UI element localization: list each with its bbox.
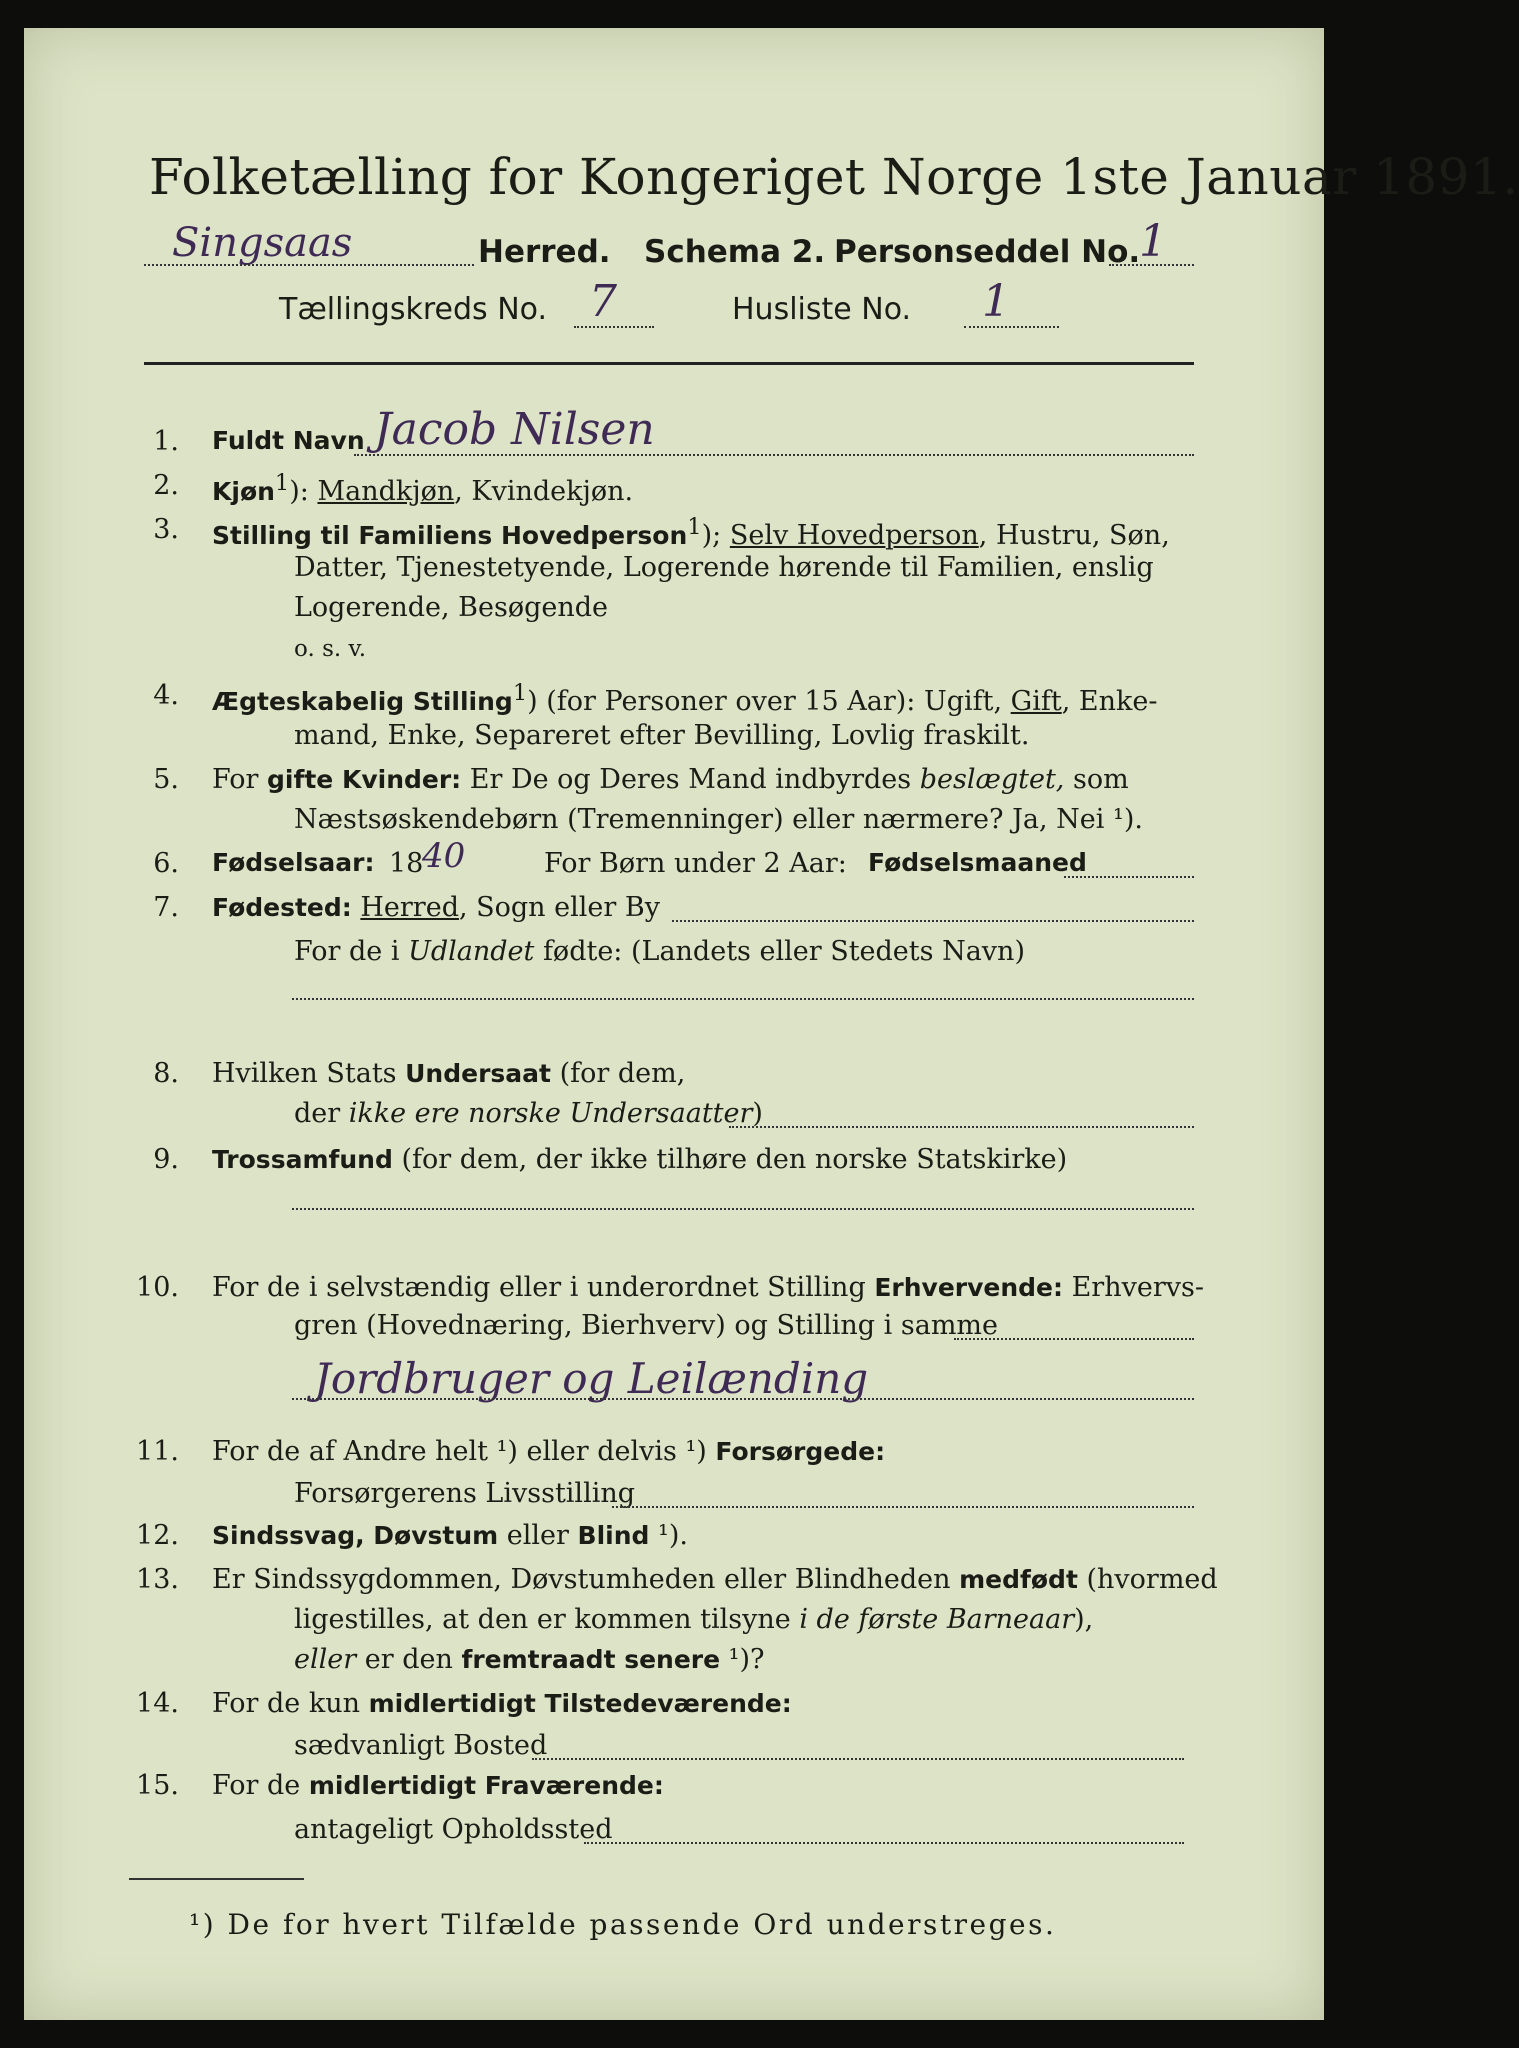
medfodt-line-3 — [294, 1644, 765, 1675]
aegteskab-line-1 — [212, 680, 1157, 717]
udland-dotted-line — [292, 998, 1194, 1000]
field-label: Ægteskabelig Stilling — [212, 687, 513, 716]
personseddel-label: Personseddel No. — [834, 234, 1141, 270]
trossamfund-line — [212, 1144, 1067, 1175]
udland-prefix: For de i — [294, 936, 409, 967]
undersaat-line-1 — [212, 1058, 685, 1089]
udland-rest: fødte: (Landets eller Stedets Navn) — [534, 936, 1025, 967]
medfodt-line-1 — [212, 1564, 1218, 1595]
footnote-mark: 1 — [512, 680, 528, 706]
fodested-dotted-line — [672, 920, 1194, 922]
undersaat-der: der — [294, 1098, 349, 1129]
sindssvag-line — [212, 1520, 688, 1551]
birth-year-value: 40 — [422, 836, 466, 876]
fodested-rest: , Sogn eller By — [458, 892, 660, 923]
schema-label: Schema 2. — [644, 234, 826, 270]
tilstede-line-1 — [212, 1688, 792, 1719]
question-number: 13. — [136, 1564, 179, 1595]
kreds-dotted-line — [574, 326, 654, 328]
form-title: Folketælling for Kongeriget Norge 1ste Januar 1891. — [149, 148, 1519, 206]
question-number: 7. — [153, 892, 179, 923]
field-label: midlertidigt Tilstedeværende: — [368, 1689, 792, 1718]
gifte-text: Er De og Deres Mand indbyrdes — [461, 764, 920, 795]
aegteskab-rest: , Enke- — [1061, 686, 1158, 717]
question-number: 4. — [153, 680, 179, 711]
undersaat-close: ) — [752, 1098, 763, 1129]
field-label: Fødested: — [212, 893, 352, 922]
stilling-sep: ); — [701, 520, 722, 551]
erhverv-rest: Erhvervs- — [1063, 1272, 1204, 1303]
field-label-3: fremtraadt senere — [461, 1645, 721, 1674]
field-label: Undersaat — [405, 1059, 551, 1088]
tilstede-line-2: sædvanligt Bosted — [294, 1730, 548, 1761]
question-number: 12. — [136, 1520, 179, 1551]
field-label: Sindssvag, Døvstum — [212, 1521, 499, 1550]
selected-option-hovedperson: Selv Hovedperson — [729, 520, 979, 551]
medfodt-l3a: er den — [356, 1644, 462, 1675]
question-number: 9. — [153, 1144, 179, 1175]
question-number: 8. — [153, 1058, 179, 1089]
field-label: Erhvervende: — [874, 1273, 1064, 1302]
personseddel-dotted-line — [1109, 264, 1194, 266]
footnote-mark: 1 — [274, 470, 290, 496]
field-label-2: Blind — [577, 1521, 650, 1550]
fodested-line-2 — [294, 936, 1025, 967]
medfodt-line-2 — [294, 1604, 1093, 1635]
stilling-rest: , Hustru, Søn, — [978, 520, 1170, 551]
medfodt-l2b: ), — [1074, 1604, 1094, 1635]
sindssvag-rest: ¹). — [649, 1520, 688, 1551]
herred-value: Singsaas — [172, 220, 353, 266]
fravaerende-prefix: For de — [212, 1770, 309, 1801]
medfodt-l3b: ¹)? — [720, 1644, 765, 1675]
occupation-value: Jordbruger og Leilænding — [314, 1354, 869, 1403]
stilling-line-2: Datter, Tjenestetyende, Logerende hørende til Familien, enslig — [294, 552, 1154, 583]
question-number: 15. — [136, 1770, 179, 1801]
trossamfund-dotted-line — [292, 1208, 1194, 1210]
field-label: midlertidigt Fraværende: — [308, 1771, 664, 1800]
udland-italic: Udlandet — [408, 936, 535, 967]
erhverv-dotted-line-1 — [954, 1338, 1194, 1340]
question-number: 1. — [153, 426, 179, 457]
stilling-line-1 — [212, 514, 1170, 551]
fravaerende-line-2: antageligt Opholdssted — [294, 1814, 613, 1845]
question-number: 10. — [136, 1272, 179, 1303]
kjon-rest: , Kvindekjøn. — [454, 476, 634, 507]
erhverv-prefix: For de i selvstændig eller i underordnet Stilling — [212, 1272, 875, 1303]
erhverv-dotted-line-2 — [292, 1398, 1194, 1400]
born-text: For Børn under 2 Aar: — [544, 848, 847, 879]
question-number: 2. — [153, 470, 179, 501]
forsorget-line-2: Forsørgerens Livsstilling — [294, 1478, 636, 1509]
gifte-line-2: Næstsøskendebørn (Tremenninger) eller nærmere? Ja, Nei ¹). — [294, 804, 1143, 835]
name-value: Jacob Nilsen — [374, 404, 655, 455]
footnote: ¹) De for hvert Tilfælde passende Ord understreges. — [189, 1908, 1057, 1941]
field-label: Forsørgede: — [715, 1437, 886, 1466]
selected-option-herred: Herred — [360, 892, 459, 923]
aegteskab-line-2: mand, Enke, Separeret efter Bevilling, Lovlig fraskilt. — [294, 720, 1030, 751]
opholdssted-dotted-line — [584, 1842, 1184, 1844]
bosted-dotted-line — [532, 1758, 1184, 1760]
herred-dotted-line — [144, 264, 474, 266]
husliste-value: 1 — [982, 276, 1010, 327]
trossamfund-rest: (for dem, der ikke tilhøre den norske Statskirke) — [392, 1144, 1068, 1175]
medfodt-l2a: ligestilles, at den er kommen tilsyne — [294, 1604, 800, 1635]
maaned-dotted-line — [1064, 876, 1194, 878]
question-number: 11. — [136, 1436, 179, 1467]
forsorget-prefix: For de af Andre helt ¹) eller delvis ¹) — [212, 1436, 716, 1467]
tilstede-prefix: For de kun — [212, 1688, 369, 1719]
herred-label: Herred. — [478, 234, 611, 270]
medfodt-l3-italic: eller — [294, 1644, 357, 1675]
gifte-line-1 — [212, 764, 1129, 795]
forsorger-dotted-line — [612, 1506, 1194, 1508]
field-label: Trossamfund — [212, 1145, 393, 1174]
footnote-mark: 1 — [687, 514, 702, 540]
personseddel-value: 1 — [1139, 216, 1167, 267]
husliste-dotted-line — [964, 326, 1059, 328]
kjon-line — [212, 470, 633, 507]
gifte-prefix: For — [212, 764, 268, 795]
erhverv-line-2: gren (Hovednæring, Bierhverv) og Stilling i samme — [294, 1310, 999, 1341]
gifte-italic: beslægtet, — [919, 764, 1065, 795]
field-label: Fuldt Navn — [212, 426, 365, 455]
selected-option-mandkjon: Mandkjøn — [317, 476, 455, 507]
medfodt-rest: (hvormed — [1077, 1564, 1218, 1595]
aegteskab-text: ) (for Personer over 15 Aar): Ugift, — [527, 686, 1011, 717]
question-number: 3. — [153, 514, 179, 545]
fravaerende-line-1 — [212, 1770, 664, 1801]
header-rule — [144, 362, 1194, 365]
field-label: Stilling til Familiens Hovedperson — [212, 521, 688, 550]
forsorget-line-1 — [212, 1436, 885, 1467]
census-form-sheet — [24, 28, 1519, 2020]
sindssvag-mid: eller — [498, 1520, 578, 1551]
undersaat-prefix: Hvilken Stats — [212, 1058, 406, 1089]
name-dotted-line — [354, 454, 1194, 456]
birth-year-prefix: 18 — [389, 848, 424, 879]
medfodt-l2-italic: i de første Barneaar — [799, 1604, 1075, 1635]
undersaat-italic: ikke ere norske Undersaatter — [348, 1098, 753, 1129]
undersaat-rest: (for dem, — [550, 1058, 686, 1089]
field-label: Kjøn — [212, 477, 275, 506]
field-label: Fødselsaar: — [212, 848, 375, 877]
fodested-line-1 — [212, 892, 660, 923]
field-label: gifte Kvinder: — [267, 765, 462, 794]
gifte-rest: som — [1064, 764, 1129, 795]
question-number: 5. — [153, 764, 179, 795]
footnote-rule — [129, 1878, 304, 1880]
erhverv-line-1 — [212, 1272, 1204, 1303]
stilling-line-4: o. s. v. — [294, 636, 367, 662]
stilling-line-3: Logerende, Besøgende — [294, 592, 608, 623]
undersaat-dotted-line — [729, 1126, 1194, 1128]
husliste-label: Husliste No. — [732, 292, 912, 327]
field-label-2: Fødselsmaaned — [868, 848, 1087, 877]
question-number: 6. — [153, 848, 179, 879]
question-number: 14. — [136, 1688, 179, 1719]
kreds-label: Tællingskreds No. — [279, 292, 547, 327]
field-label: medfødt — [959, 1565, 1078, 1594]
undersaat-line-2 — [294, 1098, 763, 1129]
kjon-sep: ): — [289, 476, 318, 507]
medfodt-prefix: Er Sindssygdommen, Døvstumheden eller Blindheden — [212, 1564, 960, 1595]
kreds-value: 7 — [589, 276, 617, 327]
selected-option-gift: Gift — [1010, 686, 1062, 717]
